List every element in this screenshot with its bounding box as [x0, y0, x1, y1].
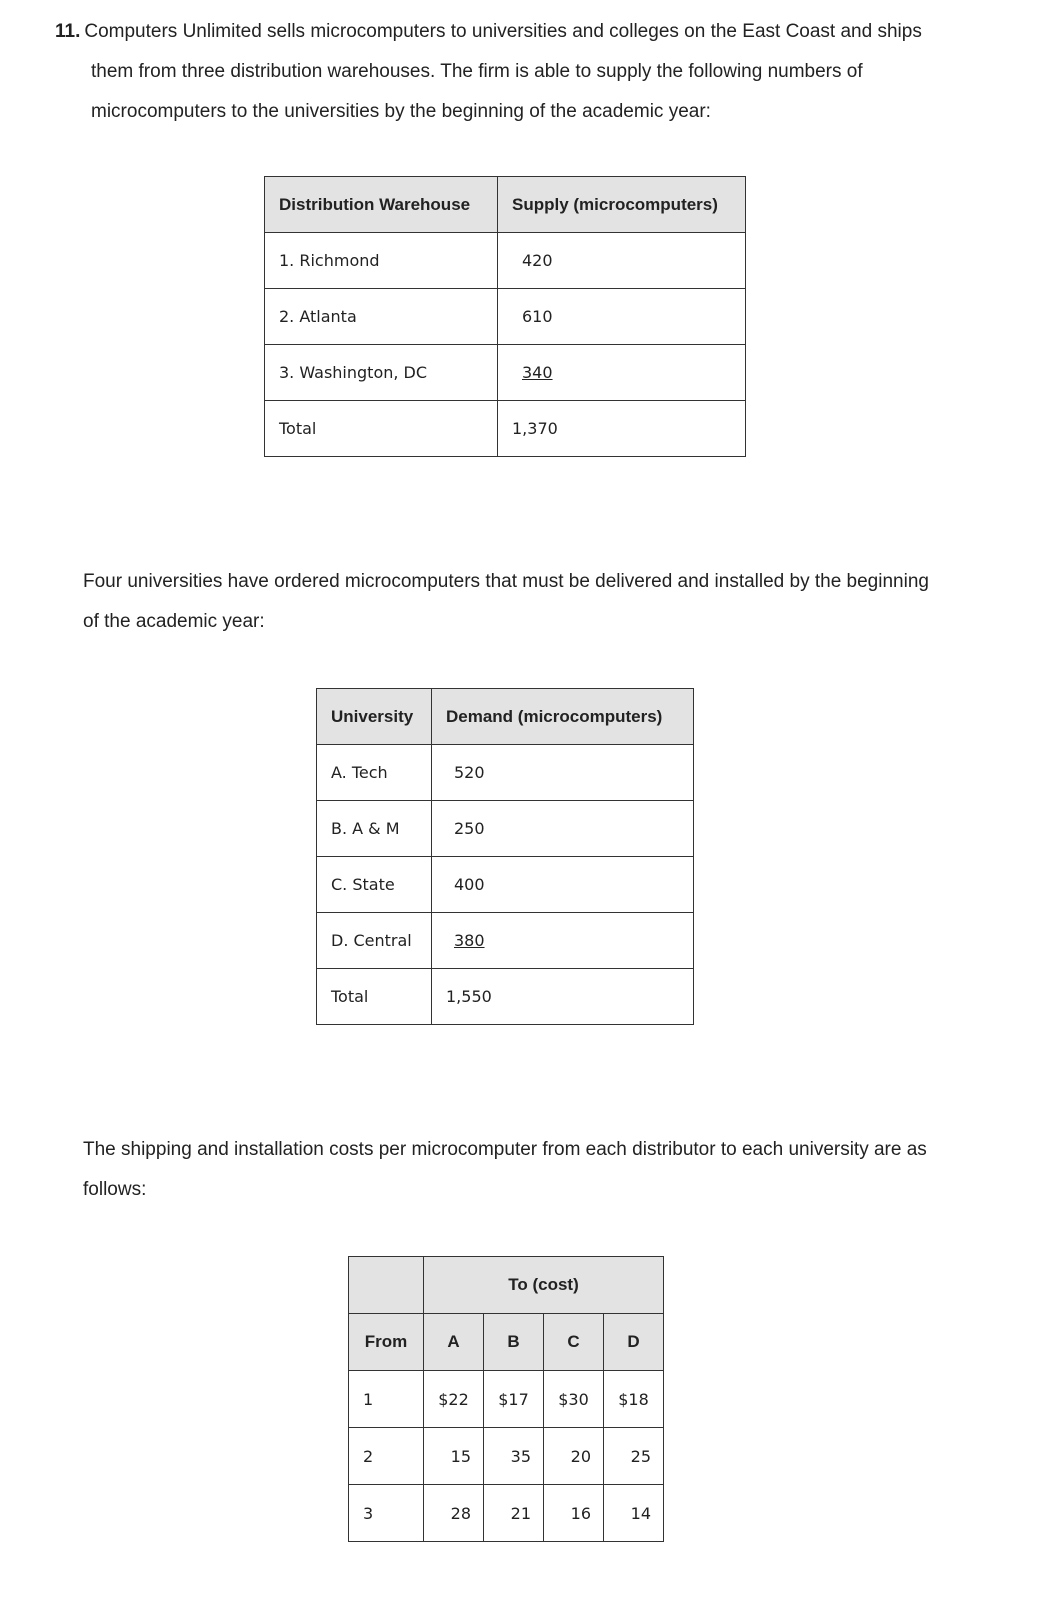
supply-total: 1,370	[498, 401, 746, 457]
warehouse-name: 3. Washington, DC	[265, 345, 498, 401]
paragraph-3-line-2: follows:	[83, 1179, 147, 1200]
cost-cell: 20	[544, 1428, 604, 1485]
paragraph-3-line-1: The shipping and installation costs per microcomputer from each distributor to each university are as	[83, 1139, 927, 1160]
table-row	[265, 289, 746, 345]
from-value: 3	[349, 1485, 424, 1542]
demand-value-underlined: 380	[454, 931, 485, 950]
cost-cell: $30	[544, 1371, 604, 1428]
supply-value	[498, 345, 746, 401]
cost-cell: 14	[604, 1485, 664, 1542]
paragraph-2-line-1: Four universities have ordered microcomputers that must be delivered and installed by the beginning	[83, 571, 929, 592]
table-header-row	[265, 177, 746, 233]
table-row	[349, 1428, 664, 1485]
cost-super-header-row	[349, 1257, 664, 1314]
column-header-supply: Supply (microcomputers)	[498, 177, 746, 233]
university-name: B. A & M	[317, 801, 432, 857]
column-header-warehouse: Distribution Warehouse	[265, 177, 498, 233]
demand-table	[316, 688, 694, 1025]
table-row	[317, 857, 694, 913]
cost-cell: 16	[544, 1485, 604, 1542]
from-value: 1	[349, 1371, 424, 1428]
column-header-b: B	[484, 1314, 544, 1371]
demand-value	[432, 913, 694, 969]
supply-value: 610	[498, 289, 746, 345]
from-header: From	[349, 1314, 424, 1371]
table-row	[265, 345, 746, 401]
cost-cell: 15	[424, 1428, 484, 1485]
demand-value: 400	[432, 857, 694, 913]
cost-cell: 21	[484, 1485, 544, 1542]
question-text-line-3: microcomputers to the universities by the beginning of the academic year:	[91, 101, 711, 122]
column-header-d: D	[604, 1314, 664, 1371]
warehouse-name: 2. Atlanta	[265, 289, 498, 345]
paragraph-3	[83, 1130, 1003, 1210]
column-header-university: University	[317, 689, 432, 745]
table-row	[317, 745, 694, 801]
university-name: C. State	[317, 857, 432, 913]
empty-corner-cell	[349, 1257, 424, 1314]
column-header-a: A	[424, 1314, 484, 1371]
table-row-total	[317, 969, 694, 1025]
warehouse-name: 1. Richmond	[265, 233, 498, 289]
column-header-c: C	[544, 1314, 604, 1371]
paragraph-2-line-2: of the academic year:	[83, 611, 265, 632]
demand-value: 250	[432, 801, 694, 857]
cost-table	[348, 1256, 664, 1542]
cost-cell: $18	[604, 1371, 664, 1428]
total-label: Total	[265, 401, 498, 457]
supply-value: 420	[498, 233, 746, 289]
demand-total: 1,550	[432, 969, 694, 1025]
university-name: D. Central	[317, 913, 432, 969]
demand-value: 520	[432, 745, 694, 801]
column-header-demand: Demand (microcomputers)	[432, 689, 694, 745]
table-row	[349, 1485, 664, 1542]
question-text-line-2: them from three distribution warehouses. The firm is able to supply the following numbers of	[91, 61, 863, 82]
total-label: Total	[317, 969, 432, 1025]
cost-cell: 28	[424, 1485, 484, 1542]
question-text-line-1: Computers Unlimited sells microcomputers to universities and colleges on the East Coast and ships	[84, 21, 922, 42]
table-row	[317, 801, 694, 857]
question-number: 11.	[55, 21, 81, 42]
to-cost-header: To (cost)	[424, 1257, 664, 1314]
table-row	[349, 1371, 664, 1428]
paragraph-2	[83, 562, 1003, 642]
university-name: A. Tech	[317, 745, 432, 801]
cost-header-row	[349, 1314, 664, 1371]
table-header-row	[317, 689, 694, 745]
table-row	[265, 233, 746, 289]
table-row-total	[265, 401, 746, 457]
table-row	[317, 913, 694, 969]
supply-value-underlined: 340	[522, 363, 553, 382]
question-paragraph	[55, 12, 995, 132]
from-value: 2	[349, 1428, 424, 1485]
cost-cell: $22	[424, 1371, 484, 1428]
cost-cell: $17	[484, 1371, 544, 1428]
cost-cell: 35	[484, 1428, 544, 1485]
cost-cell: 25	[604, 1428, 664, 1485]
supply-table	[264, 176, 746, 457]
